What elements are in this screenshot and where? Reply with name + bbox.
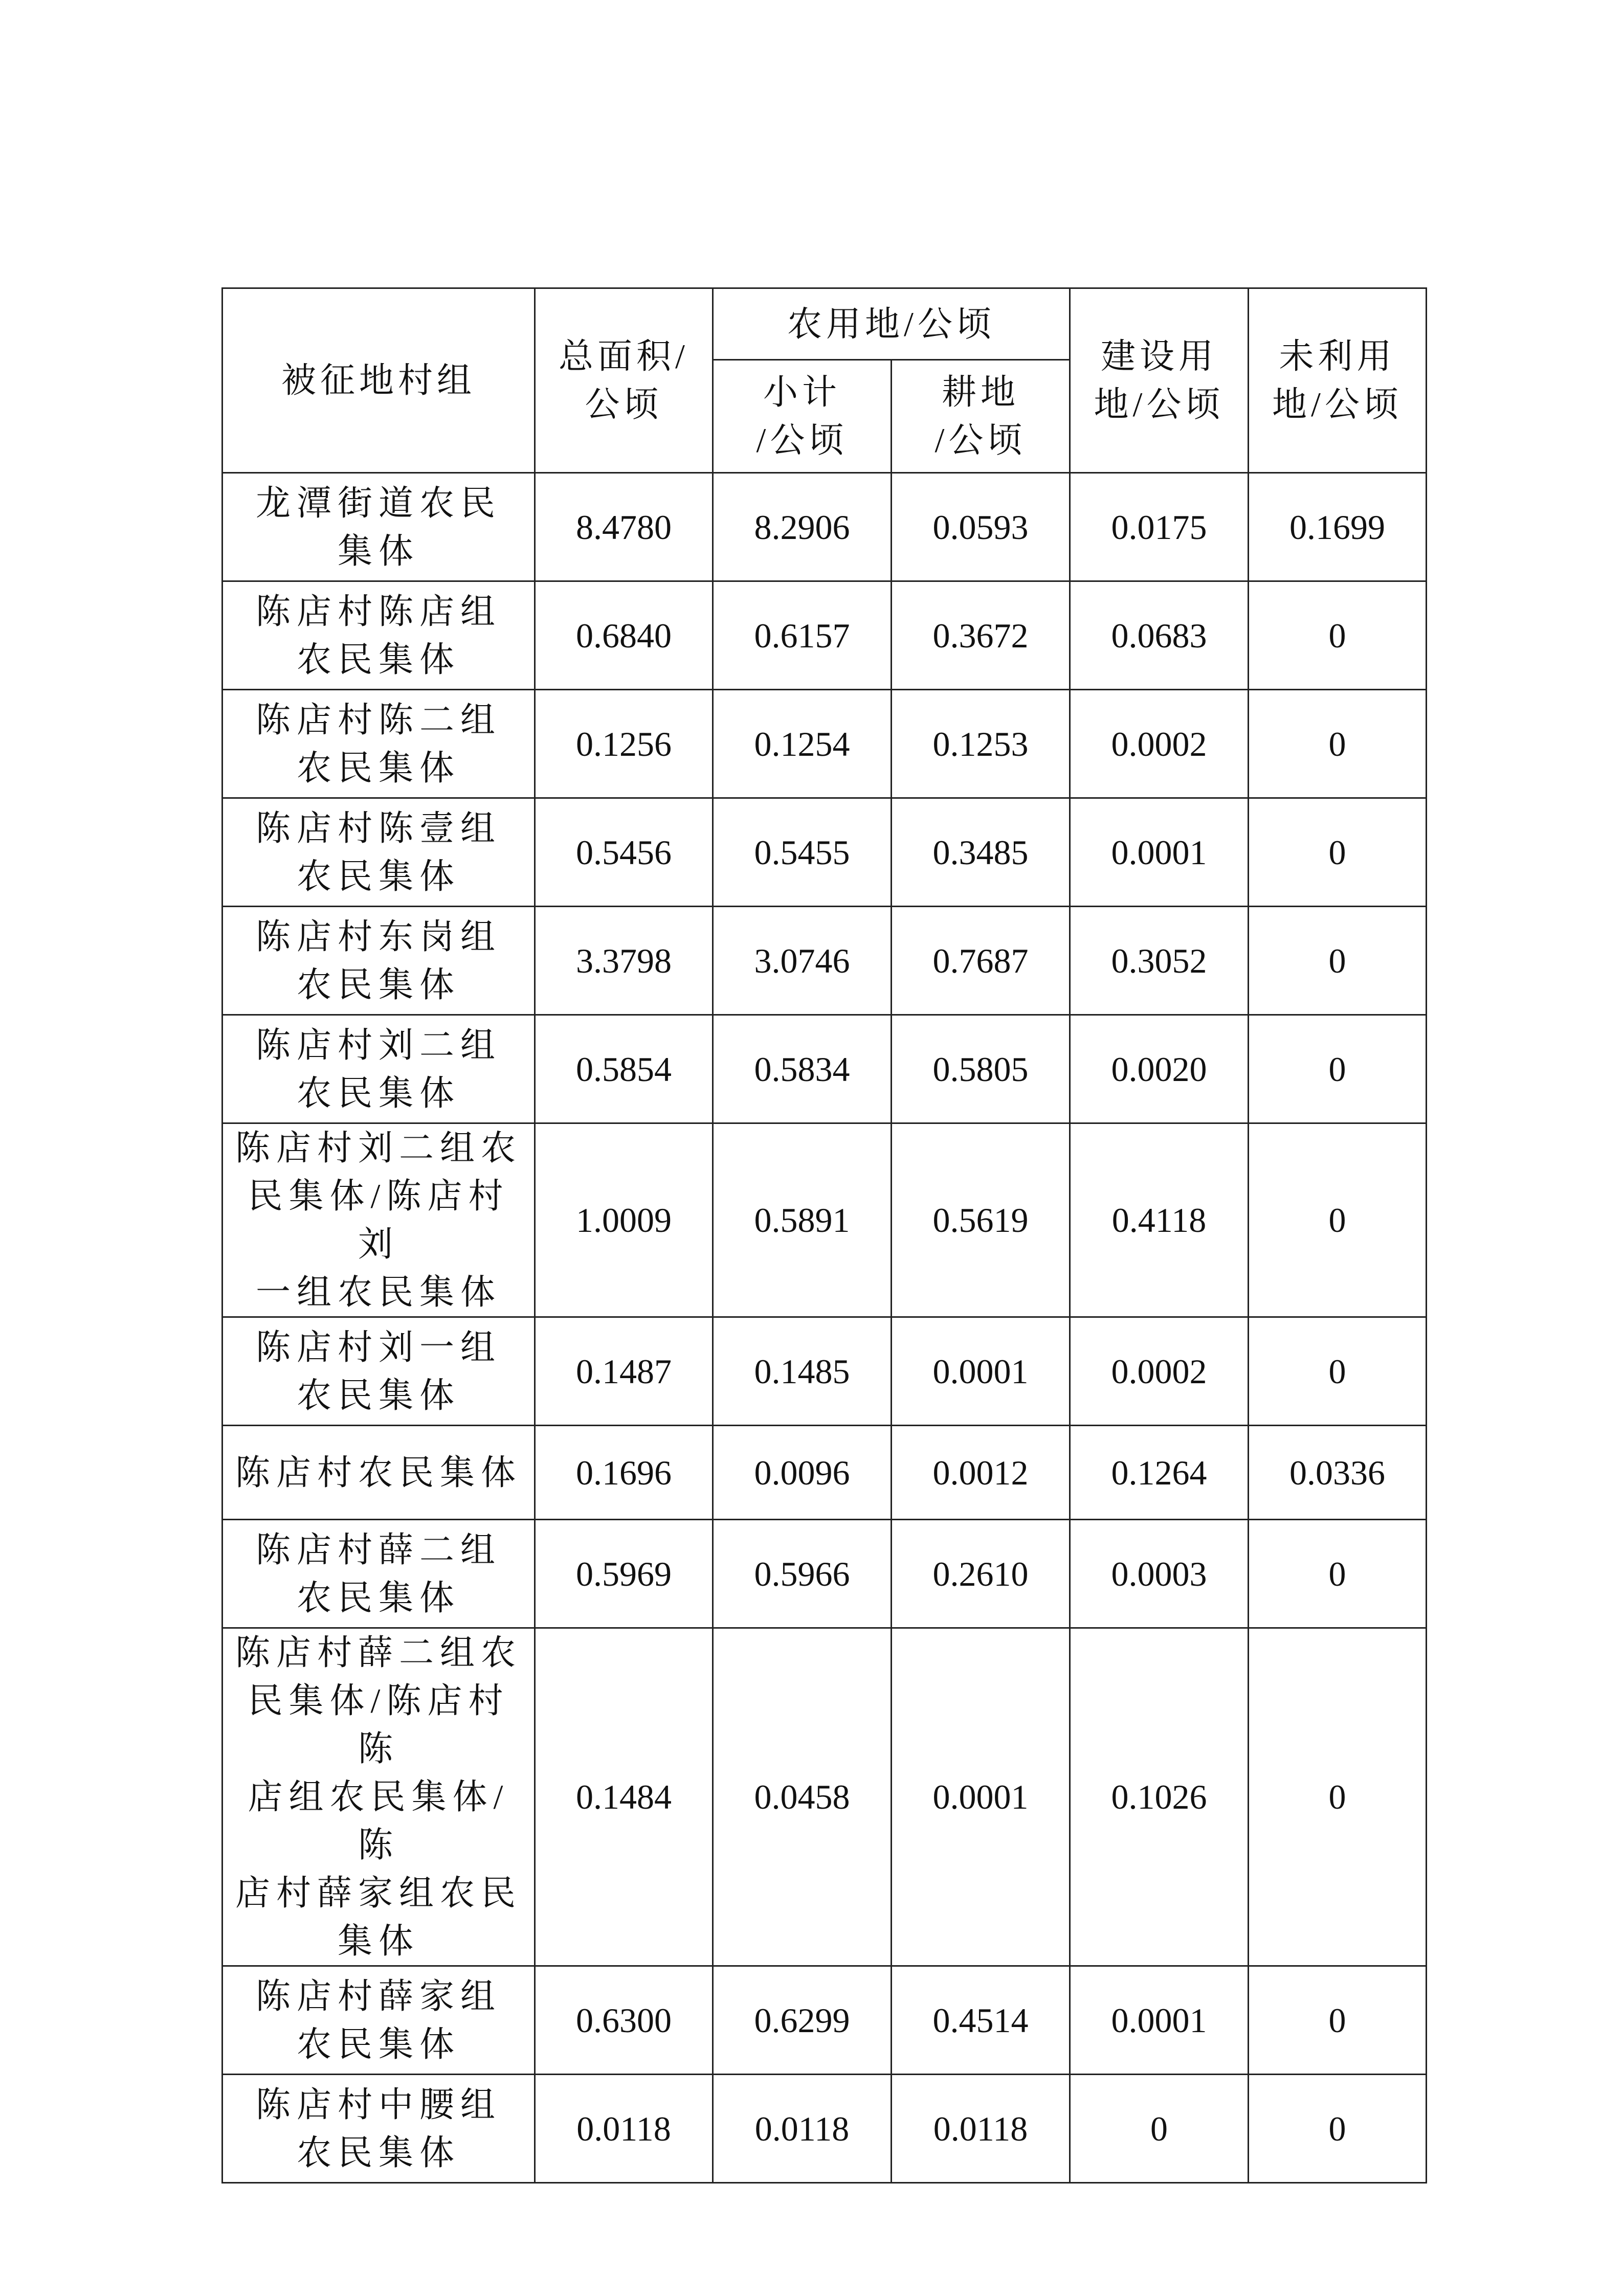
total-area-cell: 0.5854 xyxy=(535,1015,713,1123)
subtotal-cell: 0.0096 xyxy=(713,1426,892,1520)
unused-land-cell: 0 xyxy=(1249,1628,1427,1966)
subtotal-cell: 0.6157 xyxy=(713,581,892,690)
construction-land-cell: 0.0002 xyxy=(1070,690,1249,798)
table-row xyxy=(223,798,1427,907)
header-cultivated-land: 耕地 /公顷 xyxy=(892,360,1070,473)
cultivated-land-cell: 0.5805 xyxy=(892,1015,1070,1123)
total-area-cell: 0.5456 xyxy=(535,798,713,907)
construction-land-cell: 0.4118 xyxy=(1070,1123,1249,1317)
construction-land-cell: 0.0001 xyxy=(1070,798,1249,907)
subtotal-cell: 0.1254 xyxy=(713,690,892,798)
subtotal-cell: 0.5891 xyxy=(713,1123,892,1317)
table-row xyxy=(223,690,1427,798)
subtotal-cell: 0.6299 xyxy=(713,1966,892,2075)
unused-land-cell: 0 xyxy=(1249,1123,1427,1317)
construction-land-cell: 0 xyxy=(1070,2075,1249,2183)
construction-land-cell: 0.1264 xyxy=(1070,1426,1249,1520)
village-group-cell: 陈店村陈二组 农民集体 xyxy=(223,690,535,798)
table-row xyxy=(223,1520,1427,1628)
header-agricultural-land: 农用地/公顷 xyxy=(713,288,1070,360)
village-group-cell: 陈店村陈壹组 农民集体 xyxy=(223,798,535,907)
unused-land-cell: 0.0336 xyxy=(1249,1426,1427,1520)
cultivated-land-cell: 0.2610 xyxy=(892,1520,1070,1628)
total-area-cell: 0.1487 xyxy=(535,1317,713,1426)
table-body xyxy=(223,473,1427,2183)
total-area-cell: 0.1696 xyxy=(535,1426,713,1520)
unused-land-cell: 0.1699 xyxy=(1249,473,1427,581)
village-group-cell: 陈店村薛二组 农民集体 xyxy=(223,1520,535,1628)
construction-land-cell: 0.1026 xyxy=(1070,1628,1249,1966)
unused-land-cell: 0 xyxy=(1249,1966,1427,2075)
table-row xyxy=(223,1426,1427,1520)
table-row xyxy=(223,1317,1427,1426)
table-header xyxy=(223,288,1427,473)
village-group-cell: 陈店村刘二组农 民集体/陈店村刘 一组农民集体 xyxy=(223,1123,535,1317)
subtotal-cell: 8.2906 xyxy=(713,473,892,581)
village-group-cell: 陈店村东岗组 农民集体 xyxy=(223,907,535,1015)
cultivated-land-cell: 0.3672 xyxy=(892,581,1070,690)
subtotal-cell: 0.1485 xyxy=(713,1317,892,1426)
header-unused-land: 未利用 地/公顷 xyxy=(1249,288,1427,473)
cultivated-land-cell: 0.4514 xyxy=(892,1966,1070,2075)
cultivated-land-cell: 0.0593 xyxy=(892,473,1070,581)
village-group-cell: 陈店村刘一组 农民集体 xyxy=(223,1317,535,1426)
cultivated-land-cell: 0.0118 xyxy=(892,2075,1070,2183)
unused-land-cell: 0 xyxy=(1249,690,1427,798)
construction-land-cell: 0.0002 xyxy=(1070,1317,1249,1426)
header-village-group: 被征地村组 xyxy=(223,288,535,473)
village-group-cell: 龙潭街道农民 集体 xyxy=(223,473,535,581)
subtotal-cell: 3.0746 xyxy=(713,907,892,1015)
unused-land-cell: 0 xyxy=(1249,798,1427,907)
total-area-cell: 0.1256 xyxy=(535,690,713,798)
village-group-cell: 陈店村中腰组 农民集体 xyxy=(223,2075,535,2183)
total-area-cell: 0.0118 xyxy=(535,2075,713,2183)
unused-land-cell: 0 xyxy=(1249,1520,1427,1628)
cultivated-land-cell: 0.7687 xyxy=(892,907,1070,1015)
total-area-cell: 1.0009 xyxy=(535,1123,713,1317)
construction-land-cell: 0.0683 xyxy=(1070,581,1249,690)
cultivated-land-cell: 0.0001 xyxy=(892,1317,1070,1426)
table-row xyxy=(223,2075,1427,2183)
unused-land-cell: 0 xyxy=(1249,1015,1427,1123)
table-row xyxy=(223,473,1427,581)
table-row xyxy=(223,907,1427,1015)
subtotal-cell: 0.5455 xyxy=(713,798,892,907)
construction-land-cell: 0.0175 xyxy=(1070,473,1249,581)
total-area-cell: 0.5969 xyxy=(535,1520,713,1628)
construction-land-cell: 0.3052 xyxy=(1070,907,1249,1015)
table-row xyxy=(223,581,1427,690)
total-area-cell: 0.1484 xyxy=(535,1628,713,1966)
total-area-cell: 8.4780 xyxy=(535,473,713,581)
table-row xyxy=(223,1015,1427,1123)
cultivated-land-cell: 0.0012 xyxy=(892,1426,1070,1520)
unused-land-cell: 0 xyxy=(1249,907,1427,1015)
table-row xyxy=(223,1123,1427,1317)
unused-land-cell: 0 xyxy=(1249,581,1427,690)
total-area-cell: 0.6300 xyxy=(535,1966,713,2075)
header-total-area: 总面积/ 公顷 xyxy=(535,288,713,473)
table-row xyxy=(223,1966,1427,2075)
unused-land-cell: 0 xyxy=(1249,1317,1427,1426)
subtotal-cell: 0.5834 xyxy=(713,1015,892,1123)
construction-land-cell: 0.0001 xyxy=(1070,1966,1249,2075)
subtotal-cell: 0.0118 xyxy=(713,2075,892,2183)
cultivated-land-cell: 0.5619 xyxy=(892,1123,1070,1317)
subtotal-cell: 0.5966 xyxy=(713,1520,892,1628)
village-group-cell: 陈店村陈店组 农民集体 xyxy=(223,581,535,690)
cultivated-land-cell: 0.1253 xyxy=(892,690,1070,798)
village-group-cell: 陈店村农民集体 xyxy=(223,1426,535,1520)
village-group-cell: 陈店村薛家组 农民集体 xyxy=(223,1966,535,2075)
unused-land-cell: 0 xyxy=(1249,2075,1427,2183)
village-group-cell: 陈店村薛二组农 民集体/陈店村陈 店组农民集体/陈 店村薛家组农民 集体 xyxy=(223,1628,535,1966)
construction-land-cell: 0.0003 xyxy=(1070,1520,1249,1628)
construction-land-cell: 0.0020 xyxy=(1070,1015,1249,1123)
table-row xyxy=(223,1628,1427,1966)
total-area-cell: 0.6840 xyxy=(535,581,713,690)
subtotal-cell: 0.0458 xyxy=(713,1628,892,1966)
header-construction-land: 建设用 地/公顷 xyxy=(1070,288,1249,473)
header-subtotal: 小计 /公顷 xyxy=(713,360,892,473)
cultivated-land-cell: 0.0001 xyxy=(892,1628,1070,1966)
cultivated-land-cell: 0.3485 xyxy=(892,798,1070,907)
village-group-cell: 陈店村刘二组 农民集体 xyxy=(223,1015,535,1123)
land-acquisition-table xyxy=(221,287,1427,2184)
total-area-cell: 3.3798 xyxy=(535,907,713,1015)
